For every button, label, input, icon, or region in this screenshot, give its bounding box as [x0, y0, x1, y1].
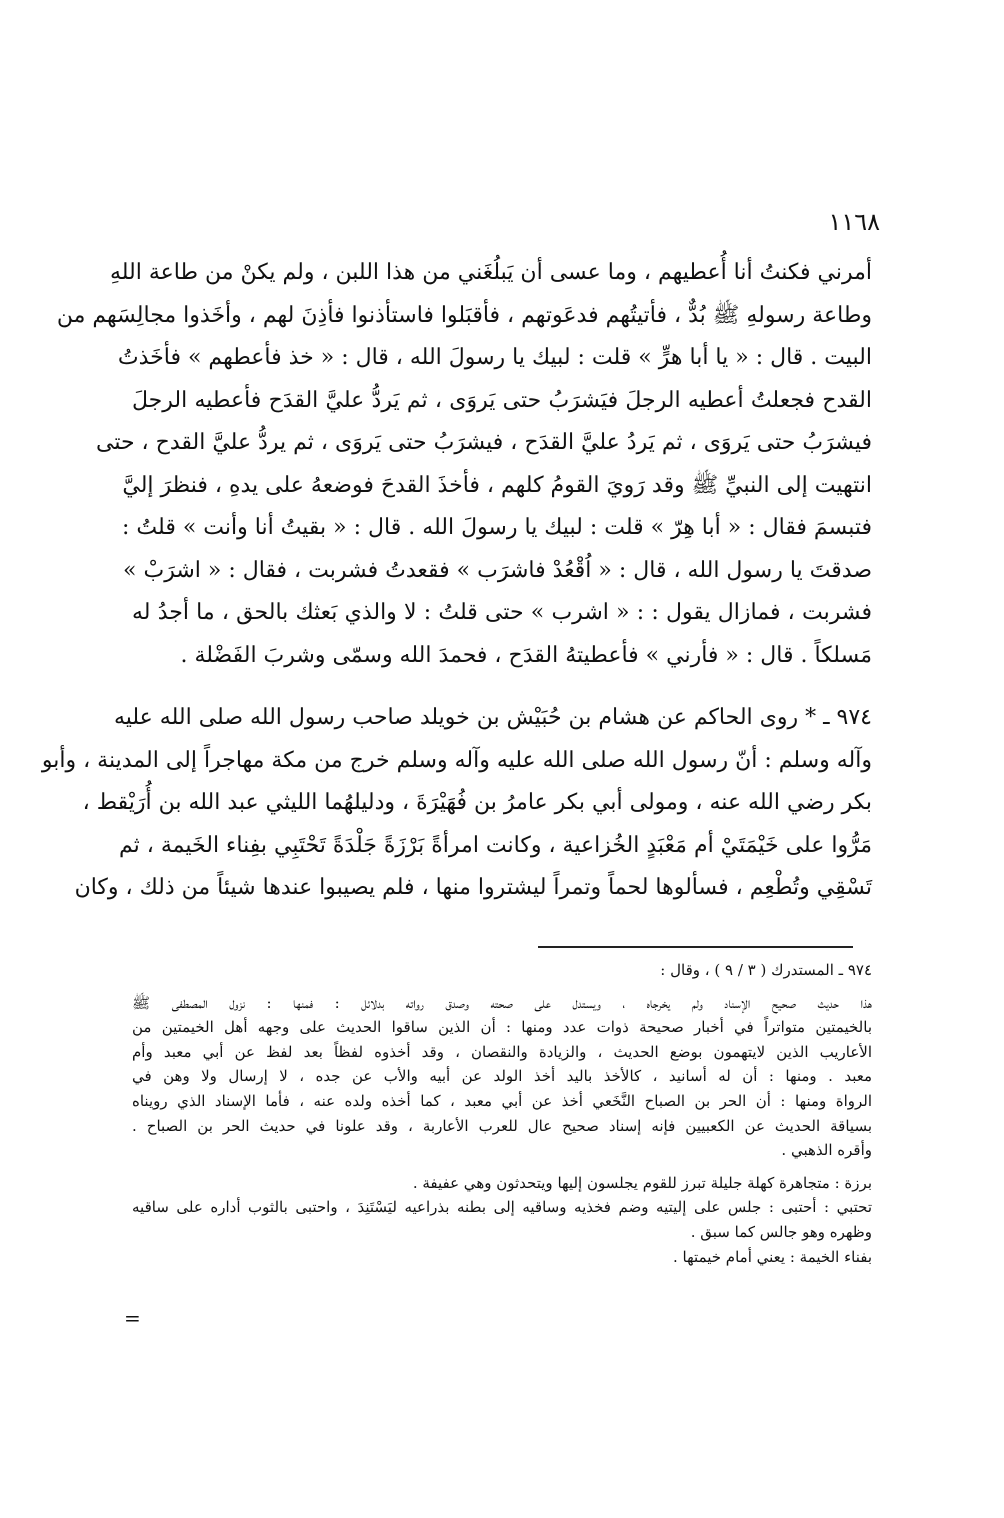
text-line: القدح فجعلتُ أعطيه الرجلَ فيَشرَبُ حتى يَروَى ، ثم يَردُّ عليَّ القدَح فأعطيه الرجلَ: [132, 387, 872, 413]
text-line: أمرني فكنتُ أنا أُعطيهم ، وما عسى أن يَبلُغَني من هذا اللبن ، ولم يكنْ من طاعة اللهِ: [109, 260, 872, 285]
footnote-line: وظهره وهو جالس كما سبق .: [690, 1222, 872, 1241]
text-line: فيشرَبُ حتى يَروَى ، ثم يَردُ عليَّ القدَح ، فيشرَبُ حتى يَروَى ، ثم يردُّ عليَّ القدح ، حتى: [95, 430, 872, 455]
text-line: فشربت ، فمازال يقول : : « اشرب » حتى قلتُ : لا والذي بَعثك بالحق ، ما أجدُ له: [132, 600, 872, 625]
footnote-line: وأقره الذهبي .: [781, 1141, 872, 1160]
text-line: وآله وسلم : أنّ رسول الله صلى الله عليه وآله وسلم خرج من مكة مهاجراً إلى المدينة ، وأبو: [41, 747, 872, 773]
footnote-source: [132, 958, 872, 983]
narrative-paragraph: [56, 252, 872, 677]
footnote-gap: [132, 983, 872, 991]
page-end-mark: =: [124, 1306, 141, 1330]
footnotes: [132, 958, 872, 1269]
footnote-line: بالخيمتين متواتراً في أخبار صحيحة ذوات عدد ومنها : أن الذين ساقوا الحديث على وجهه أهل الخيمتين من: [132, 1018, 872, 1037]
footnote-line: تحتبي : أحتبى : جلس على إليتيه وضم فخذيه وساقيه إلى بطنه بذراعيه ليَسْتَنِدَ ، واحتبى بالثوب أداره على ساقيه: [132, 1198, 872, 1217]
text-line: مَرُّوا على خَيْمَتَيْ أم مَعْبَدٍ الخُزاعية ، وكانت امرأةً بَرْزَةً جَلْدَةً تَحْتَبِي بفِناء الخَيمة ، ثم: [119, 832, 872, 858]
footnote-line: هذا حديث صحيح الإسناد ولم يخرجاه ، ويستدل على صحته وصدق رواته بدلائل : فمنها : نزول المصطفى ﷺ: [132, 993, 872, 1012]
footnote-line: بسياقة الحديث عن الكعبيين فإنه إسناد صحيح عال للعرب الأعاربة ، وقد علونا في حديث الحر بن الصباح .: [132, 1116, 872, 1135]
text-line: بكر رضي الله عنه ، ومولى أبي بكر عامرُ بن فُهَيْرَةَ ، ودليلهُما الليثي عبد الله بن أُرَيْقط ،: [82, 790, 872, 815]
footnote-line: الرواة ومنها : أن الحر بن الصباح النَّخَعي أخذ عن أبي معبد ، كما أخذه ولده عنه ، فأما الإسناد الذي رويناه: [132, 1091, 872, 1110]
footnote-hakim-comment: [132, 991, 872, 1163]
hadith-974-paragraph: [41, 697, 872, 910]
text-line: تَسْقِي وتُطْعِم ، فسألوها لحماً وتمراً ليشتروا منها ، فلم يصيبوا عندها شيئاً من ذلك ، وكان: [74, 875, 872, 900]
text-line: ٩٧٤ ـ * روى الحاكم عن هشام بن حُبَيْش بن خويلد صاحب رسول الله صلى الله عليه: [113, 705, 872, 730]
text-line: البيت . قال : « يا أبا هرٍّ » قلت : لبيك يا رسولَ الله ، قال : « خذ فأعطهم » فأخَذتُ: [117, 345, 872, 370]
text-line: مَسلكاً . قال : « فأرني » فأعطيتهُ القدَح ، فحمدَ الله وسمّى وشربَ الفَضْلة .: [180, 642, 872, 668]
footnote-line: بفناء الخيمة : يعني أمام خيمتها .: [673, 1247, 872, 1266]
footnote-line: الأعاريب الذين لايتهمون بوضع الحديث ، والزيادة والنقصان ، وقد أخذوه لفظاً بعد لفظ عن أبي معبد وأم: [132, 1042, 872, 1061]
footnote-line: معبد . ومنها : أن له أسانيد ، كالأخذ باليد أخذ الولد عن أبيه والأب عن جده ، لا إرسال ولا وهن في: [132, 1067, 872, 1086]
footnote-barza: [132, 1171, 872, 1196]
paragraph-gap: [132, 677, 872, 697]
footnote-gap: [132, 1163, 872, 1171]
footnote-divider: [538, 946, 853, 948]
footnote-line: ٩٧٤ ـ المستدرك ( ٣ / ٩ ) ، وقال :: [660, 961, 872, 979]
main-text: [41, 252, 872, 910]
footnote-line: برزة : متجاهرة كهلة جليلة تبرز للقوم يجلسون إليها ويتحدثون وهي عفيفة .: [412, 1173, 872, 1192]
text-line: صدقتَ يا رسول الله ، قال : « اُقْعُدْ فاشرَب » فقعدتُ فشربت ، فقال : « اشرَبْ »: [123, 557, 872, 583]
footnote-tahtabi: [132, 1195, 872, 1244]
text-line: وطاعة رسولهِ ﷺ بُدٌّ ، فأتيتُهم فدعَوتهم ، فأقبَلوا فاستأذنوا فأذِنَ لهم ، وأخَذوا مجالِسَهم من: [56, 302, 872, 328]
page-number: ١١٦٨: [828, 208, 880, 236]
text-line: فتبسمَ فقال : « أبا هِرّ » قلت : لبيك يا رسولَ الله . قال : « بقيتُ أنا وأنت » قلتُ :: [122, 515, 872, 540]
footnote-bifina: [132, 1245, 872, 1270]
text-line: انتهيت إلى النبيِّ ﷺ وقد رَويَ القومُ كلهم ، فأخذَ القدحَ فوضعهُ على يدهِ ، فنظرَ إليَّ: [122, 472, 872, 498]
